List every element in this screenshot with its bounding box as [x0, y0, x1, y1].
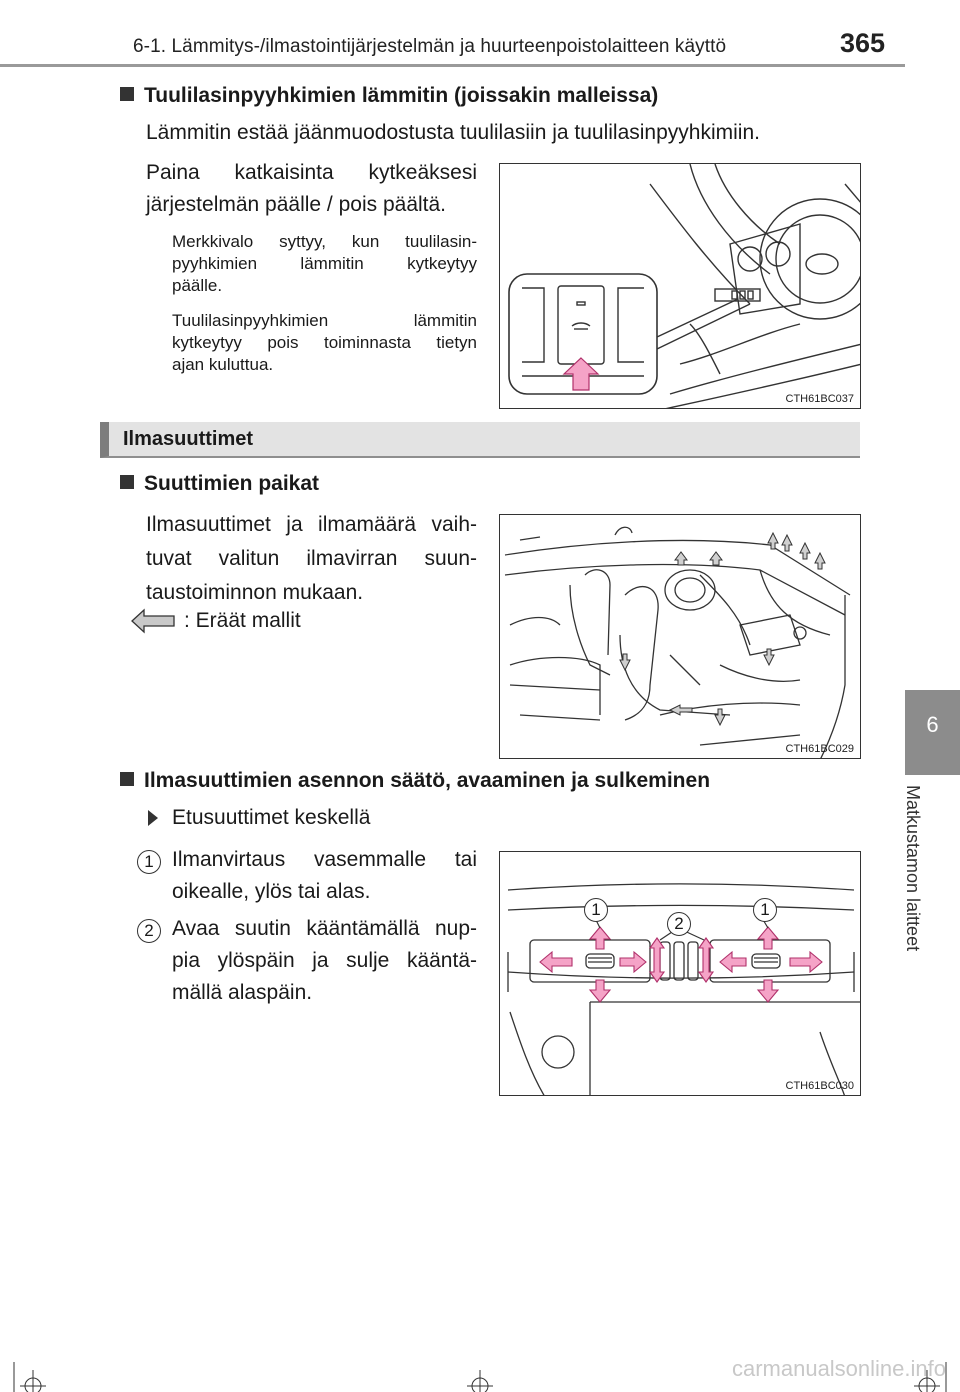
wiper-heater-figure	[499, 163, 861, 409]
wiper-heater-note-2	[172, 310, 477, 376]
vent-locations-text-2: tuvat valitun ilmavirran suun-	[146, 547, 477, 570]
vent-locations-heading-text: Suuttimien paikat	[144, 472, 320, 495]
note1-line1: Merkkivalo syttyy, kun tuulilasin-	[172, 232, 477, 251]
wiper-heater-instruction-2: järjestelmän päälle / pois päältä.	[146, 193, 447, 216]
note2-line3: ajan kuluttua.	[172, 355, 274, 374]
wiper-heater-note-1	[172, 231, 477, 297]
vent-locations-text-3: taustoiminnon mukaan.	[146, 581, 364, 604]
figure-code: CTH61BC030	[785, 1080, 854, 1092]
item-2-line-2: pia ylöspäin ja sulje kääntä-	[172, 949, 477, 972]
chapter-number: 6	[926, 712, 939, 737]
square-bullet-icon	[120, 87, 134, 101]
center-vents-illustration	[500, 852, 861, 1096]
item-2-line-1: Avaa suutin kääntämällä nup-	[172, 917, 477, 940]
chapter-label-container	[903, 785, 948, 985]
square-bullet-icon	[120, 475, 134, 489]
vent-locations-heading	[120, 472, 319, 496]
vent-locations-text-1: Ilmasuuttimet ja ilmamäärä vaih-	[146, 513, 477, 536]
note1-line3: päälle.	[172, 276, 223, 295]
callout-2: 2	[667, 912, 691, 936]
callout-1-right: 1	[753, 898, 777, 922]
note2-line1: Tuulilasinpyyhkimien lämmitin	[172, 311, 477, 330]
wiper-heater-heading	[120, 84, 658, 108]
legend-arrow-icon	[130, 607, 176, 640]
section-title: Ilmasuuttimet	[123, 428, 254, 450]
interior-illustration	[500, 515, 861, 759]
item-1-number: 1	[137, 850, 161, 874]
item-2-line-3: mällä alaspäin.	[172, 981, 313, 1004]
center-vents-figure	[499, 851, 861, 1096]
wiper-heater-intro: Lämmitin estää jäänmuodostusta tuulilasiin ja tuulilasinpyyhkimiin.	[146, 121, 760, 144]
triangle-bullet-icon	[148, 810, 158, 831]
wiper-heater-instruction-1: Paina katkaisinta kytkeäksesi	[146, 161, 477, 184]
figure-code: CTH61BC037	[785, 393, 854, 405]
note2-line2: kytkeytyy pois toiminnasta tietyn	[172, 333, 477, 352]
dashboard-illustration	[500, 164, 861, 409]
item-1-line-1: Ilmanvirtaus vasemmalle tai	[172, 848, 477, 871]
note1-line2: pyyhkimien lämmitin kytkeytyy	[172, 254, 477, 273]
header-rule	[0, 64, 905, 67]
running-header: 6-1. Lämmitys-/ilmastointijärjestelmän ja huurteenpoistolaitteen käyttö	[133, 36, 727, 57]
item-1-line-2: oikealle, ylös tai alas.	[172, 880, 371, 903]
page-number: 365	[840, 28, 886, 58]
legend-text: : Eräät mallit	[184, 609, 301, 632]
square-bullet-icon	[120, 772, 134, 786]
callout-1-left: 1	[584, 898, 608, 922]
watermark: carmanualsonline.info	[731, 1356, 946, 1381]
vent-locations-figure	[499, 514, 861, 759]
figure-code: CTH61BC029	[785, 743, 854, 755]
wiper-heater-heading-text: Tuulilasinpyyhkimien lämmitin (joissakin malleissa)	[144, 84, 659, 107]
chapter-label: Matkustamon laitteet	[903, 785, 923, 952]
item-2-number: 2	[137, 919, 161, 943]
section-title-bar	[100, 422, 860, 458]
vent-adjust-heading	[120, 769, 710, 793]
vent-adjust-heading-text: Ilmasuuttimien asennon säätö, avaaminen ja sulkeminen	[144, 769, 711, 792]
vent-adjust-subheading: Etusuuttimet keskellä	[172, 806, 371, 829]
